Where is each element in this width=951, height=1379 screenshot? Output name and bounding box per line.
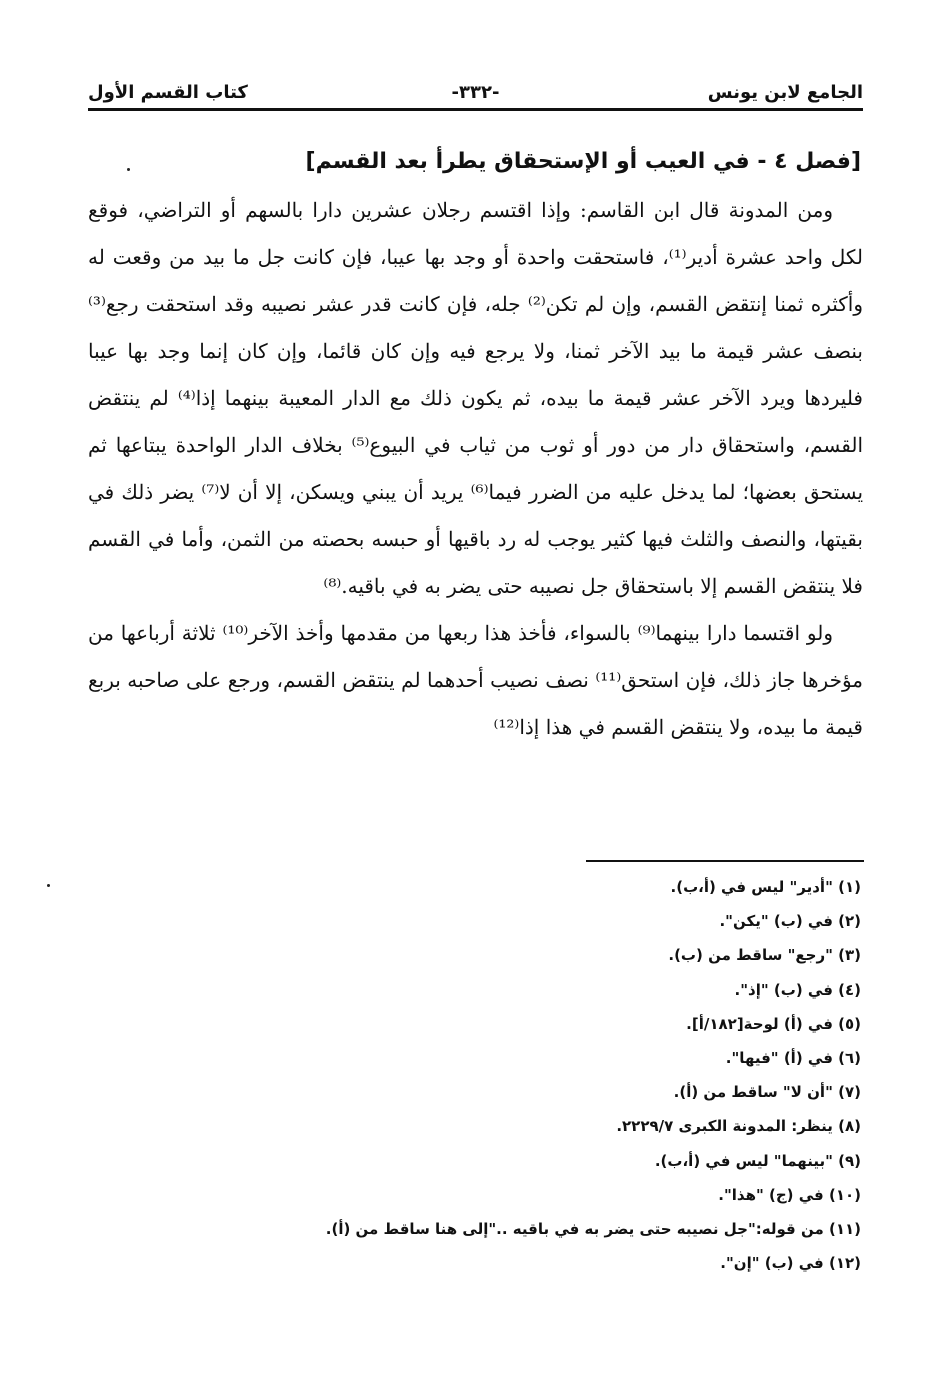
scan-speck: [127, 168, 130, 171]
footnote-rule: [586, 860, 864, 862]
footnote: (٣) "رجع" ساقط من (ب).: [668, 946, 861, 965]
book-title: الجامع لابن يونس: [707, 82, 863, 103]
footnotes-list: [88, 870, 863, 1280]
footnote: (٦) في (أ) "فيها".: [725, 1049, 861, 1068]
footnote: (١١) من قوله:"جل نصيبه حتى يضر به في باقيه .."إلى هنا ساقط من (أ).: [325, 1220, 861, 1239]
footnote: (٧) "أن لا" ساقط من (أ).: [673, 1083, 861, 1102]
footnote: (٢) في (ب) "يكن".: [719, 912, 861, 931]
footnote: (١٢) في (ب) "إن".: [720, 1254, 861, 1273]
header-rule: [88, 108, 863, 111]
section-name: كتاب القسم الأول: [88, 82, 248, 103]
footnote: (٨) ينظر: المدونة الكبرى ٢٢٢٩/٧.: [616, 1117, 861, 1136]
body-text: [88, 138, 863, 751]
footnote: (١) "أدير" ليس في (أ،ب).: [670, 878, 861, 896]
paragraph: ومن المدونة قال ابن القاسم: وإذا اقتسم رجلان عشرين دارا بالسهم أو التراضي، فوقع لكل واحد عشرة أدير⁽¹⁾، فاستحقت واحدة أو وجد بها عيبا، فإن كانت جل ما بيد من وقعت له وأكثره ثمنا إنتقض القسم، وإن لم تكن⁽²⁾ جله، فإن كانت قدر عشر نصيبه وقد استحقت رجع⁽³⁾ بنصف عشر قيمة ما بيد الآخر ثمنا، ولا يرجع فيه وإن كان قائما، وإن كان إنما وجد بها عيبا فليردها ويرد الآخر عشر قيمة ما بيده، ثم يكون ذلك مع الدار المعيبة بينهما إذا⁽⁴⁾ لم ينتقض القسم، واستحقاق دار من دور أو ثوب من ثياب في البيوع⁽⁵⁾ بخلاف الدار الواحدة يبتاعها ثم يستحق بعضها؛ لما يدخل عليه من الضرر فيما⁽⁶⁾ يريد أن يبني ويسكن، إلا أن لا⁽⁷⁾ يضر ذلك في بقيتها، والنصف والثلث فيها كثير يوجب له رد باقيها أو حبسه بحصته من الثمن، وأما في القسم فلا ينتقض القسم إلا باستحقاق جل نصيبه حتى يضر به في باقيه.⁽⁸⁾: [88, 198, 864, 598]
footnote: (٤) في (ب) "إذ".: [734, 980, 861, 999]
section-title: [فصل ٤ - في العيب أو الإستحقاق يطرأ بعد القسم]: [305, 149, 861, 174]
page-number: -٣٣٢-: [451, 82, 500, 103]
footnote: (٩) "بينهما" ليس في (أ،ب).: [654, 1151, 861, 1170]
scan-speck: [47, 884, 50, 887]
paragraph: ولو اقتسما دارا بينهما⁽⁹⁾ بالسواء، فأخذ هذا ربعها من مقدمها وأخذ الآخر⁽¹⁰⁾ ثلاثة أرباعها من مؤخرها جاز ذلك، فإن استحق⁽¹¹⁾ نصف نصيب أحدهما لم ينتقض القسم، ورجع على صاحبه بربع قيمة ما بيده، ولا ينتقض القسم في هذا إذا⁽¹²⁾: [88, 621, 863, 739]
footnote: (١٠) في (ج) "هذا".: [718, 1185, 861, 1204]
footnote: (٥) في (أ) لوحة[١٨٢/أ].: [686, 1014, 861, 1033]
